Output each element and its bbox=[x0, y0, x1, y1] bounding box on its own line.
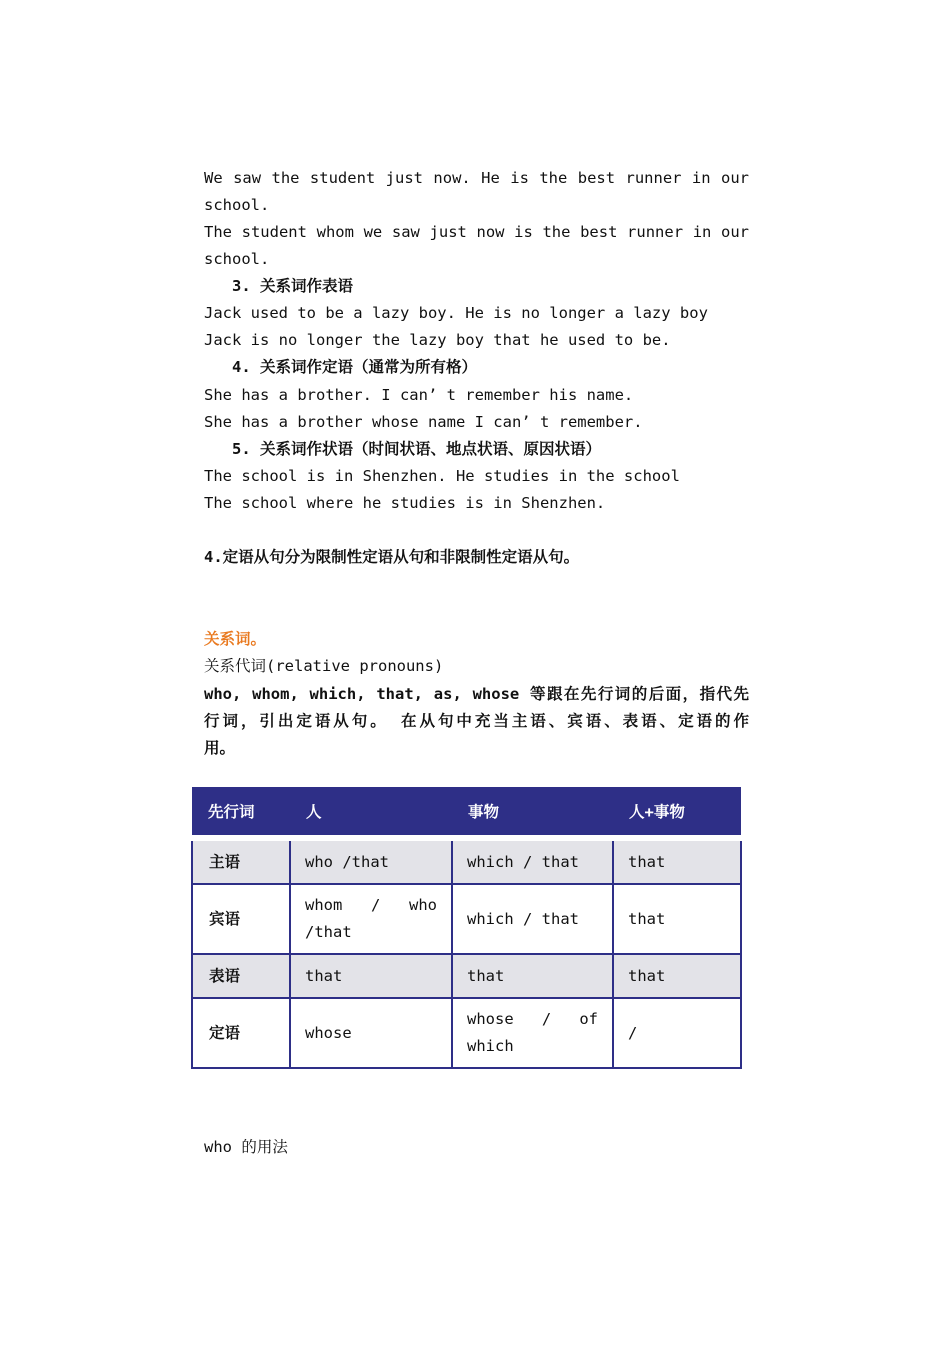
description-line: who, whom, which, that, as, whose 等跟在先行词的后面，指代先 bbox=[204, 685, 749, 703]
table-row bbox=[192, 884, 741, 954]
table-row bbox=[192, 998, 741, 1068]
point-4: 4.定语从句分为限制性定语从句和非限制性定语从句。 bbox=[204, 548, 580, 566]
header-person: 人 bbox=[290, 787, 452, 838]
row-role: 定语 bbox=[192, 998, 290, 1068]
who-usage-heading: who 的用法 bbox=[204, 1138, 288, 1156]
subheading-4: 4. 关系词作定语（通常为所有格） bbox=[232, 358, 477, 376]
example-sentence: Jack used to be a lazy boy. He is no longer a lazy boy bbox=[204, 304, 708, 322]
row-role: 主语 bbox=[192, 838, 290, 884]
cell-thing: which / that bbox=[452, 838, 613, 884]
cell-thing bbox=[452, 998, 613, 1068]
example-sentence: school. bbox=[204, 250, 270, 268]
header-both: 人+事物 bbox=[613, 787, 741, 838]
cell-thing-line: which bbox=[467, 1037, 514, 1055]
cell-thing: that bbox=[452, 954, 613, 998]
cell-thing: which / that bbox=[452, 884, 613, 954]
example-sentence: She has a brother whose name I can’ t remember. bbox=[204, 413, 643, 431]
subheading-3: 3. 关系词作表语 bbox=[232, 277, 353, 295]
pronouns-title: 关系代词(relative pronouns) bbox=[204, 657, 444, 675]
cell-person: whose bbox=[290, 998, 452, 1068]
subheading-5: 5. 关系词作状语（时间状语、地点状语、原因状语） bbox=[232, 440, 601, 458]
cell-both: / bbox=[613, 998, 741, 1068]
example-sentence: The school where he studies is in Shenzhen. bbox=[204, 494, 606, 512]
example-sentence: She has a brother. I can’ t remember his name. bbox=[204, 386, 634, 404]
example-sentence: Jack is no longer the lazy boy that he used to be. bbox=[204, 331, 671, 349]
example-sentence: The student whom we saw just now is the best runner in our bbox=[204, 223, 749, 241]
header-thing: 事物 bbox=[452, 787, 613, 838]
table-row bbox=[192, 838, 741, 884]
cell-both: that bbox=[613, 884, 741, 954]
row-role: 表语 bbox=[192, 954, 290, 998]
table-header-row bbox=[192, 787, 741, 838]
header-antecedent: 先行词 bbox=[192, 787, 290, 838]
cell-person: that bbox=[290, 954, 452, 998]
table-row bbox=[192, 954, 741, 998]
description-line: 行词，引出定语从句。 在从句中充当主语、宾语、表语、定语的作 bbox=[204, 712, 749, 730]
description-line: 用。 bbox=[204, 739, 236, 757]
example-sentence: school. bbox=[204, 196, 270, 214]
cell-both: that bbox=[613, 954, 741, 998]
cell-person-line: whom / who bbox=[305, 896, 437, 914]
example-sentence: The school is in Shenzhen. He studies in the school bbox=[204, 467, 680, 485]
cell-thing-line: whose / of bbox=[467, 1010, 598, 1028]
row-role: 宾语 bbox=[192, 884, 290, 954]
section-title: 关系词。 bbox=[204, 630, 267, 648]
relative-pronoun-table bbox=[191, 787, 742, 1069]
cell-person-line: /that bbox=[305, 923, 352, 941]
example-sentence: We saw the student just now. He is the best runner in our bbox=[204, 169, 749, 187]
cell-both: that bbox=[613, 838, 741, 884]
cell-person bbox=[290, 884, 452, 954]
cell-person: who /that bbox=[290, 838, 452, 884]
